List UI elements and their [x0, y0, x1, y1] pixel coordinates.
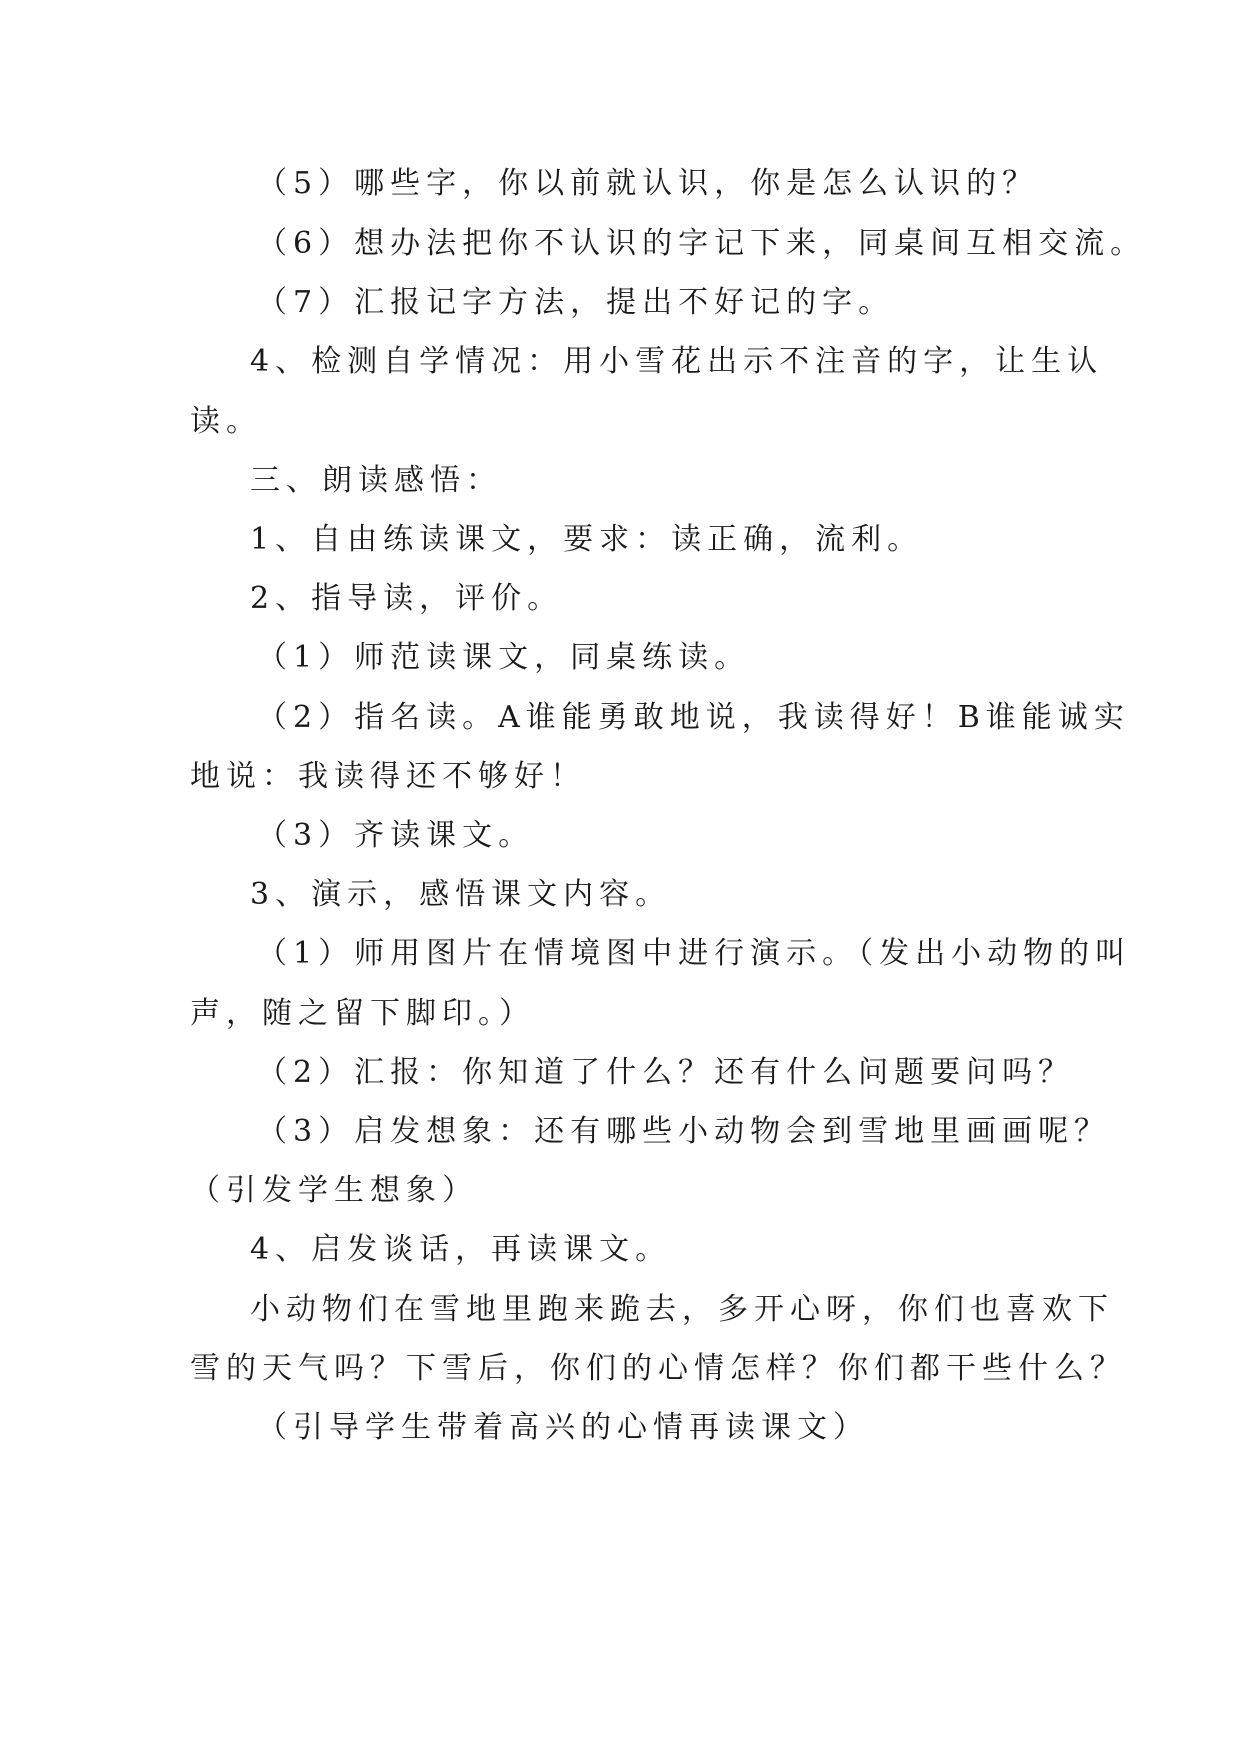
- paragraph-line: （3）启发想象：还有哪些小动物会到雪地里画画呢？: [257, 1114, 1111, 1149]
- paragraph-line: （2）汇报：你知道了什么？还有什么问题要问吗？: [257, 1055, 1075, 1090]
- paragraph-line: （6）想办法把你不认识的字记下来，同桌间互相交流。: [257, 226, 1147, 261]
- paragraph-line: 1、自由练读课文，要求：读正确，流利。: [250, 522, 924, 557]
- paragraph-line: 声，随之留下脚印。）: [190, 996, 535, 1031]
- paragraph-line: 3、演示，感悟课文内容。: [250, 877, 672, 912]
- paragraph-line: （3）齐读课文。: [257, 818, 535, 853]
- paragraph-line: （1）师范读课文，同桌练读。: [257, 640, 751, 675]
- paragraph-line: （2）指名读。A谁能勇敢地说，我读得好！B谁能诚实: [257, 700, 1130, 735]
- paragraph-line: 雪的天气吗？下雪后，你们的心情怎样？你们都干些什么？: [190, 1351, 1126, 1386]
- paragraph-line: 4、启发谈话，再读课文。: [250, 1232, 672, 1267]
- paragraph-line: 地说：我读得还不够好！: [190, 759, 586, 794]
- paragraph-line: 4、检测自学情况：用小雪花出示不注音的字，让生认: [250, 344, 1104, 379]
- paragraph-line: 读。: [190, 404, 262, 439]
- section-heading: 三、朗读感悟：: [250, 463, 502, 498]
- paragraph-line: （7）汇报记字方法，提出不好记的字。: [257, 285, 895, 320]
- paragraph-line: 2、指导读，评价。: [250, 581, 564, 616]
- paragraph-line: （5）哪些字，你以前就认识，你是怎么认识的？: [257, 166, 1039, 201]
- paragraph-line: （引发学生想象）: [190, 1173, 478, 1208]
- paragraph-line: （1）师用图片在情境图中进行演示。（发出小动物的叫: [257, 936, 1132, 971]
- paragraph-line: 小动物们在雪地里跑来跪去，多开心呀，你们也喜欢下: [250, 1292, 1114, 1327]
- paragraph-line: （引导学生带着高兴的心情再读课文）: [257, 1410, 869, 1445]
